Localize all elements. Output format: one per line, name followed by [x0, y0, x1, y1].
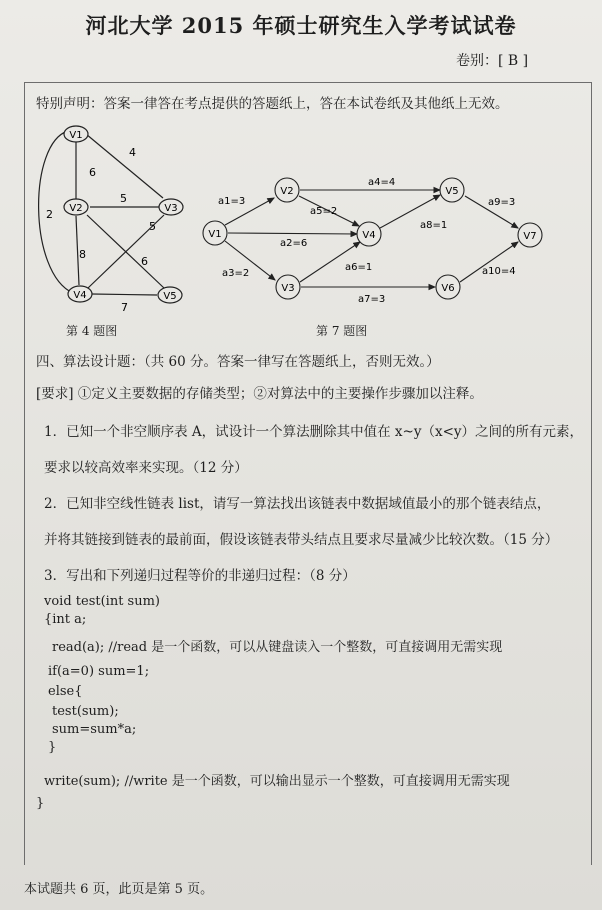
- question-1-line-1: 1．已知一个非空顺序表 A，试设计一个算法删除其中值在 x~y（x<y）之间的所有元素，: [44, 424, 584, 440]
- edge-weight-v4-v5: 7: [121, 301, 128, 314]
- code-line-9: write(sum); //write 是一个函数，可以输出显示一个整数，可直接调用无需实现: [44, 774, 510, 789]
- page-footer: 本试题共 6 页，此页是第 5 页。: [24, 882, 214, 897]
- vertex-label: V2: [280, 186, 294, 197]
- vertex-v3: [159, 199, 183, 215]
- vertex-v2: [64, 199, 88, 215]
- edge-label-a6: a6=1: [345, 262, 373, 273]
- section-heading: 四、算法设计题：（共 60 分。答案一律写在答题纸上，否则无效。）: [36, 354, 440, 370]
- code-line-1: void test(int sum): [44, 594, 160, 609]
- vertex-v2: [275, 178, 299, 202]
- vertex-label: V2: [69, 203, 83, 214]
- paper-type-label: 卷别：[ B ]: [456, 53, 529, 69]
- code-line-8: }: [48, 740, 57, 755]
- edge-a2: [228, 233, 357, 234]
- code-line-2: {int a;: [44, 612, 87, 627]
- vertex-v7: [518, 223, 542, 247]
- edge-label-a10: a10=4: [482, 266, 516, 277]
- vertex-label: V1: [208, 229, 222, 240]
- graph-q4-caption: 第 4 题图: [66, 324, 118, 338]
- vertex-label: V5: [445, 186, 459, 197]
- vertex-v1: [64, 126, 88, 142]
- edge-weight-v1-v4: 2: [46, 208, 53, 221]
- edge-weight-v1-v2: 6: [89, 166, 96, 179]
- vertex-label: V1: [69, 130, 83, 141]
- edge-label-a1: a1=3: [218, 196, 246, 207]
- question-3-text: 3．写出和下列递归过程等价的非递归过程：（8 分）: [44, 568, 356, 584]
- notice-text: 特别声明：答案一律答在考点提供的答题纸上，答在本试卷纸及其他纸上无效。: [36, 96, 509, 112]
- vertex-label: V4: [362, 230, 376, 241]
- edge-label-a8: a8=1: [420, 220, 448, 231]
- code-line-6: test(sum);: [52, 704, 119, 719]
- graph-q7: [200, 170, 560, 310]
- vertex-label: V5: [163, 291, 177, 302]
- exam-title: 河北大学 2015 年硕士研究生入学考试试卷: [85, 13, 517, 38]
- graph-q4: [28, 118, 198, 318]
- edge-weight-v2-v5: 6: [141, 255, 148, 268]
- vertex-label: V6: [441, 283, 455, 294]
- vertex-label: V3: [164, 203, 178, 214]
- vertex-v3: [276, 275, 300, 299]
- vertex-v5: [158, 287, 182, 303]
- vertex-v4: [68, 286, 92, 302]
- code-line-10: }: [36, 796, 45, 811]
- vertex-label: V4: [73, 290, 87, 301]
- vertex-v5: [440, 178, 464, 202]
- edge-label-a5: a5=2: [310, 206, 338, 217]
- edge-label-a9: a9=3: [488, 197, 516, 208]
- vertex-v4: [357, 222, 381, 246]
- question-2-line-1: 2．已知非空线性链表 list，请写一算法找出该链表中数据域值最小的那个链表结点，: [44, 496, 551, 512]
- vertex-v6: [436, 275, 460, 299]
- edge-weight-v2-v3: 5: [120, 192, 127, 205]
- vertex-v1: [203, 221, 227, 245]
- edge-label-a4: a4=4: [368, 177, 396, 188]
- question-2-line-2: 并将其链接到链表的最前面，假设该链表带头结点且要求尽量减少比较次数。（15 分）: [44, 532, 559, 548]
- code-line-5: else{: [48, 684, 83, 699]
- edge-weight-v1-v3: 4: [129, 146, 136, 159]
- code-line-3: read(a); //read 是一个函数，可以从键盘读入一个整数，可直接调用无需实现: [52, 640, 503, 655]
- requirement-text: [要求] ①定义主要数据的存储类型；②对算法中的主要操作步骤加以注释。: [36, 386, 483, 402]
- edge-label-a2: a2=6: [280, 238, 308, 249]
- vertex-label: V7: [523, 231, 537, 242]
- edge-v4-v5: [92, 294, 157, 295]
- edge-weight-v3-v4: 5: [149, 220, 156, 233]
- edge-v1-v3: [86, 134, 163, 198]
- edge-label-a3: a3=2: [222, 268, 250, 279]
- edge-weight-v2-v4: 8: [79, 248, 86, 261]
- code-line-4: if(a=0) sum=1;: [48, 664, 150, 679]
- code-line-7: sum=sum*a;: [52, 722, 137, 737]
- graph-q7-caption: 第 7 题图: [316, 324, 368, 338]
- question-1-line-2: 要求以较高效率来实现。（12 分）: [44, 460, 248, 476]
- edge-label-a7: a7=3: [358, 294, 386, 305]
- vertex-label: V3: [281, 283, 295, 294]
